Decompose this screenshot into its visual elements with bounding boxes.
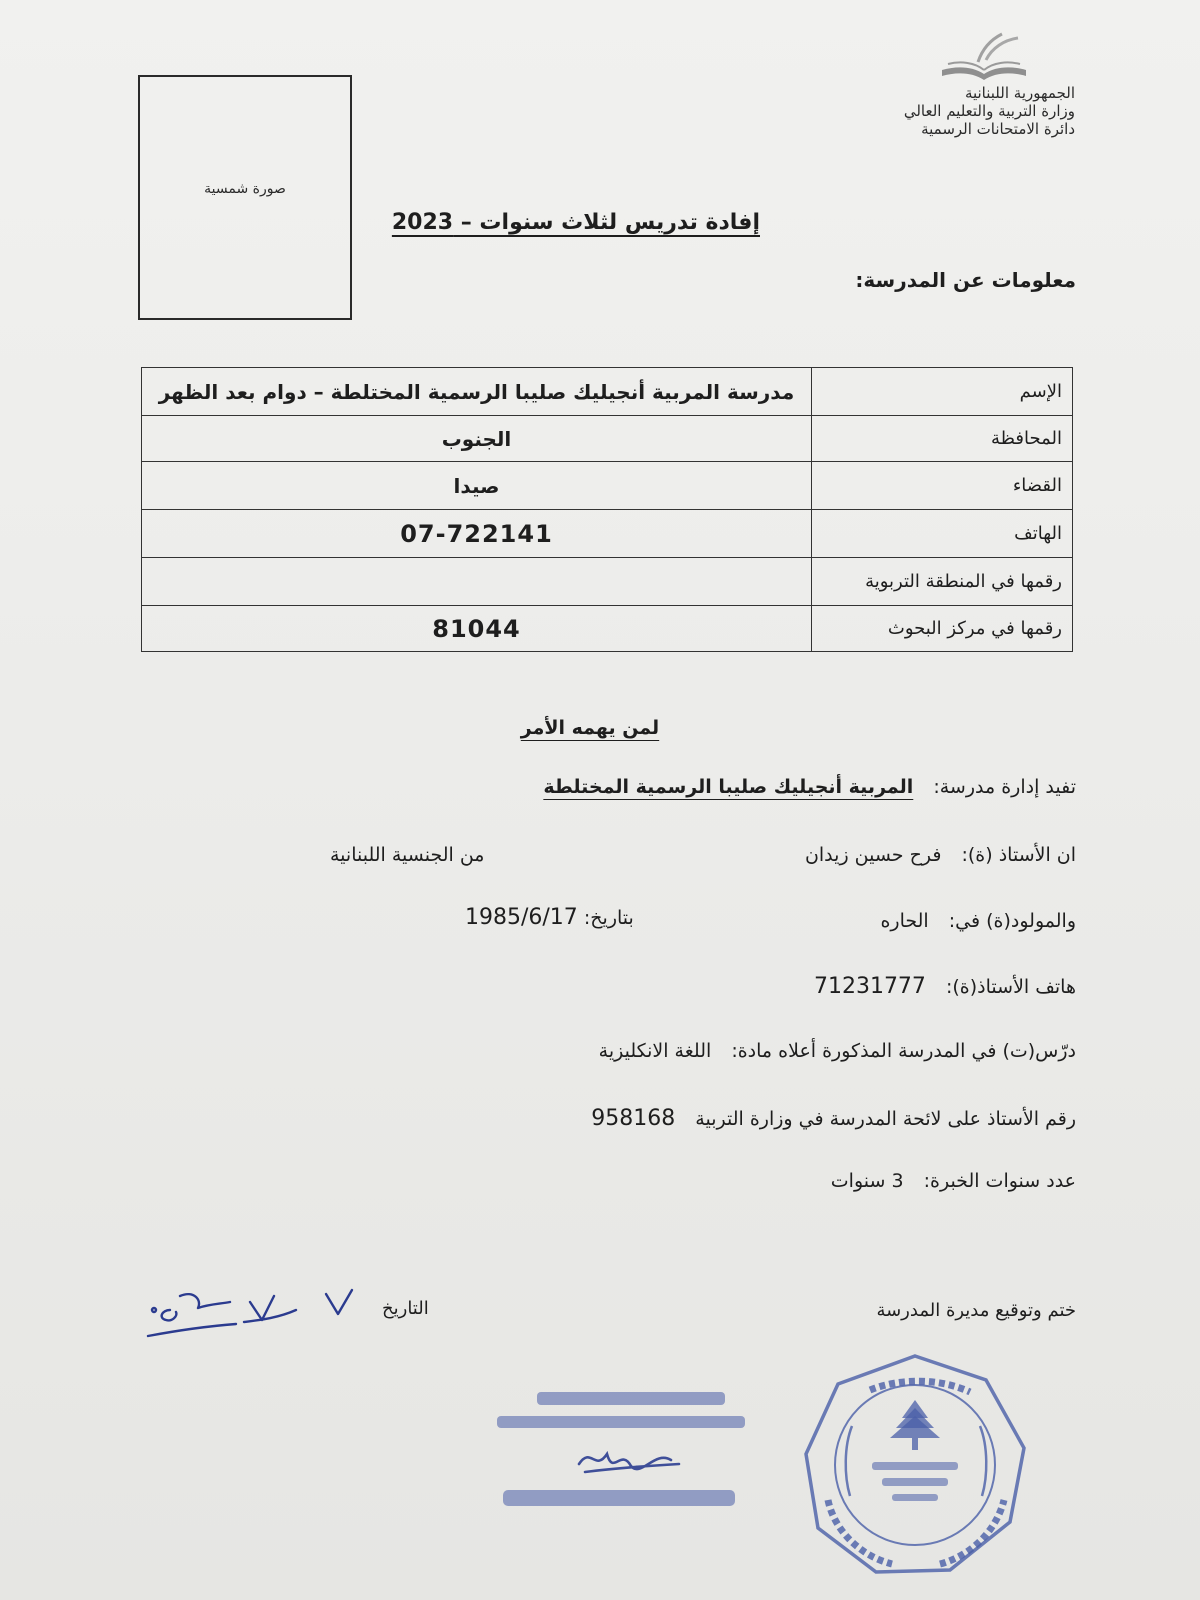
subject-line [599,1040,1076,1062]
nationality-text: من الجنسية اللبنانية [330,844,485,866]
concern-title: لمن يهمه الأمر [520,717,660,739]
open-book-icon [938,30,1030,82]
experience-label: عدد سنوات الخبرة: [923,1170,1076,1192]
principal-signature-stamp [495,1380,775,1530]
header-line-republic: الجمهورية اللبنانية [964,84,1075,102]
document-title: إفادة تدريس لثلاث سنوات – 2023 [391,210,760,235]
date-label: التاريخ [382,1298,429,1319]
ministry-number-label: رقم الأستاذ على لائحة المدرسة في وزارة التربية [695,1108,1076,1130]
row-label-research-number: رقمها في مركز البحوث [812,606,1073,652]
row-label-phone: الهاتف [812,510,1073,558]
row-label-region-number: رقمها في المنطقة التربوية [812,558,1073,606]
table-row [142,462,1073,510]
birthplace-value: الحاره [880,910,929,932]
row-value-name: مدرسة المربية أنجيليك صليبا الرسمية المختلطة – دوام بعد الظهر [142,368,812,416]
teacher-line [805,844,1076,866]
row-value-region-number [142,558,812,606]
signature-label: ختم وتوقيع مديرة المدرسة [876,1300,1076,1321]
photo-label: صورة شمسية [204,181,286,197]
birthplace-line [880,910,1076,932]
birthdate-label: بتاريخ: [583,907,634,929]
birthdate-value: 1985/6/17 [465,905,578,930]
school-info-table [141,367,1073,652]
teacher-phone-value: 71231777 [813,974,926,999]
row-value-phone: 07-722141 [142,510,812,558]
school-line [543,776,1076,798]
teacher-phone-line [814,974,1076,999]
teacher-phone-label: هاتف الأستاذ(ة): [945,976,1076,998]
birthdate-group [465,905,634,930]
school-value: المربية أنجيليك صليبا الرسمية المختلطة [543,776,914,798]
row-label-governorate: المحافظة [812,416,1073,462]
ministry-number-value: 958168 [591,1106,676,1131]
experience-line [831,1170,1076,1192]
row-value-governorate: الجنوب [142,416,812,462]
table-row [142,510,1073,558]
table-row [142,416,1073,462]
row-label-name: الإسم [812,368,1073,416]
experience-value: 3 سنوات [830,1170,904,1192]
header-line-exams: دائرة الامتحانات الرسمية [921,120,1075,138]
teacher-label: ان الأستاذ (ة): [961,844,1076,866]
official-cedar-stamp [800,1350,1030,1580]
cedar-icon [890,1400,940,1450]
subject-value: اللغة الانكليزية [598,1040,712,1062]
photo-box [138,75,352,320]
birthplace-label: والمولود(ة) في: [948,910,1076,932]
handwritten-date [140,1280,370,1342]
header-line-ministry: وزارة التربية والتعليم العالي [903,102,1075,120]
ministry-header [855,84,1075,138]
row-value-district: صيدا [142,462,812,510]
table-row [142,368,1073,416]
table-row [142,606,1073,652]
table-row [142,558,1073,606]
ministry-number-line [591,1106,1076,1131]
subject-label: درّس(ت) في المدرسة المذكورة أعلاه مادة: [731,1040,1076,1062]
school-section-title: معلومات عن المدرسة: [855,268,1076,292]
teacher-value: فرح حسين زيدان [804,844,942,866]
school-label: تفيد إدارة مدرسة: [933,776,1076,798]
row-label-district: القضاء [812,462,1073,510]
row-value-research-number: 81044 [142,606,812,652]
